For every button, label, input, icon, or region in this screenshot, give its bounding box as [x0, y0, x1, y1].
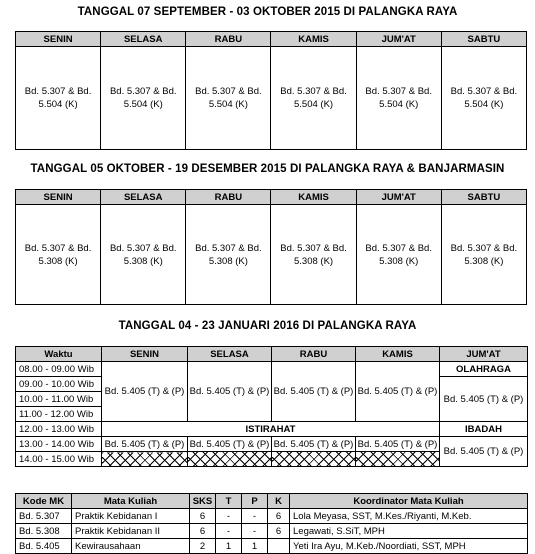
mata-kuliah-cell: Praktik Kebidanan II — [72, 524, 190, 539]
cell-line1: Bd. 5.307 & Bd. — [280, 242, 347, 254]
schedule-cell — [186, 205, 271, 305]
col-header: KAMIS — [356, 347, 440, 362]
olahraga-cell: OLAHRAGA — [440, 362, 528, 377]
col-header: SELASA — [188, 347, 272, 362]
koordinator-cell: Lola Meyasa, SST, M.Kes./Riyanti, M.Keb. — [290, 509, 528, 524]
col-header: Kode MK — [16, 494, 72, 509]
schedule-block: Bd. 5.405 (T) & (P) — [102, 437, 188, 452]
course-table — [15, 493, 528, 554]
cell-line1: Bd. 5.307 & Bd. — [195, 86, 262, 97]
cell-line1: Bd. 5.307 & Bd. — [365, 86, 432, 97]
day-header: KAMIS — [271, 32, 356, 47]
col-header: Koordinator Mata Kuliah — [290, 494, 528, 509]
kode-cell: Bd. 5.405 — [16, 539, 72, 554]
cell-line1: Bd. 5.307 & Bd. — [280, 86, 347, 97]
day-header: SENIN — [16, 32, 101, 47]
cell-line2: 5.308 (K) — [464, 255, 504, 267]
time-cell: 14.00 - 15.00 Wib — [16, 452, 102, 467]
day-header: SENIN — [16, 190, 101, 205]
col-header: P — [242, 494, 268, 509]
time-cell: 12.00 - 13.00 Wib — [16, 422, 102, 437]
kode-cell: Bd. 5.307 — [16, 509, 72, 524]
col-header: RABU — [272, 347, 356, 362]
k-cell: 6 — [268, 509, 290, 524]
section2-title: TANGGAL 05 OKTOBER - 19 DESEMBER 2015 DI PALANGKA RAYA & BANJARMASIN — [30, 163, 505, 175]
day-header: KAMIS — [271, 190, 356, 205]
p-cell: 1 — [242, 539, 268, 554]
cell-line2: 5.504 (K) — [294, 99, 334, 110]
time-cell: 08.00 - 09.00 Wib — [16, 362, 102, 377]
cell-line2: 5.308 (K) — [208, 255, 248, 267]
schedule-table-1 — [15, 31, 527, 150]
col-header: JUM'AT — [440, 347, 528, 362]
hatched-empty-cell — [272, 452, 356, 467]
sks-cell: 2 — [190, 539, 216, 554]
t-cell: - — [216, 524, 242, 539]
koordinator-cell: Legawati, S.SiT, MPH — [290, 524, 528, 539]
mata-kuliah-cell: Kewirausahaan — [72, 539, 190, 554]
hatched-empty-cell — [102, 452, 188, 467]
t-cell: 1 — [216, 539, 242, 554]
table-row — [16, 509, 528, 524]
day-header: JUM'AT — [356, 190, 441, 205]
hatched-empty-cell — [188, 452, 272, 467]
cell-line1: Bd. 5.307 & Bd. — [24, 86, 92, 97]
day-header: SABTU — [441, 190, 526, 205]
kode-cell: Bd. 5.308 — [16, 524, 72, 539]
t-cell: - — [216, 509, 242, 524]
col-header: SENIN — [102, 347, 188, 362]
cell-line2: 5.308 (K) — [123, 255, 163, 267]
col-header: K — [268, 494, 290, 509]
cell-line2: 5.504 (K) — [123, 99, 163, 110]
day-header: SELASA — [101, 32, 186, 47]
schedule-cell — [441, 47, 526, 150]
day-header: SABTU — [441, 32, 526, 47]
schedule-cell — [356, 205, 441, 305]
cell-line1: Bd. 5.307 & Bd. — [109, 86, 177, 97]
col-header: Mata Kuliah — [72, 494, 190, 509]
cell-line2: 5.504 (K) — [379, 99, 419, 110]
schedule-cell — [356, 47, 441, 150]
cell-line2: 5.504 (K) — [464, 99, 504, 110]
schedule-cell — [16, 47, 101, 150]
schedule-block: Bd. 5.405 (T) & (P) — [356, 362, 440, 422]
cell-line1: Bd. 5.307 & Bd. — [195, 242, 262, 254]
time-cell: 10.00 - 11.00 Wib — [16, 392, 102, 407]
p-cell: - — [242, 509, 268, 524]
schedule-block: Bd. 5.405 (T) & (P) — [188, 437, 272, 452]
schedule-cell — [101, 47, 186, 150]
ibadah-cell: IBADAH — [440, 422, 528, 437]
time-cell: 13.00 - 14.00 Wib — [16, 437, 102, 452]
col-header: Waktu — [16, 347, 102, 362]
schedule-cell — [271, 205, 356, 305]
schedule-cell — [101, 205, 186, 305]
col-header: SKS — [190, 494, 216, 509]
cell-line1: Bd. 5.307 & Bd. — [450, 242, 518, 254]
koordinator-cell: Yeti Ira Ayu, M.Keb./Noordiati, SST, MPH — [290, 539, 528, 554]
col-header: T — [216, 494, 242, 509]
day-header: SELASA — [101, 190, 186, 205]
cell-line2: 5.308 (K) — [379, 255, 419, 267]
cell-line1: Bd. 5.307 & Bd. — [365, 242, 432, 254]
schedule-cell — [271, 47, 356, 150]
cell-line2: 5.308 (K) — [38, 255, 78, 267]
sks-cell: 6 — [190, 524, 216, 539]
cell-line2: 5.504 (K) — [38, 99, 78, 110]
section1-title: TANGGAL 07 SEPTEMBER - 03 OKTOBER 2015 DI PALANGKA RAYA — [77, 6, 458, 18]
cell-line1: Bd. 5.307 & Bd. — [450, 86, 518, 97]
schedule-cell — [16, 205, 101, 305]
time-cell: 09.00 - 10.00 Wib — [16, 377, 102, 392]
day-header: JUM'AT — [356, 32, 441, 47]
table-row — [16, 524, 528, 539]
schedule-block: Bd. 5.405 (T) & (P) — [272, 362, 356, 422]
schedule-block: Bd. 5.405 (T) & (P) — [440, 437, 528, 467]
mata-kuliah-cell: Praktik Kebidanan I — [72, 509, 190, 524]
istirahat-cell: ISTIRAHAT — [102, 422, 440, 437]
schedule-table-2 — [15, 189, 527, 305]
cell-line2: 5.504 (K) — [208, 99, 248, 110]
schedule-block: Bd. 5.405 (T) & (P) — [188, 362, 272, 422]
schedule-block: Bd. 5.405 (T) & (P) — [440, 377, 528, 422]
hatched-empty-cell — [356, 452, 440, 467]
schedule-table-3 — [15, 346, 528, 467]
table-row — [16, 539, 528, 554]
schedule-block: Bd. 5.405 (T) & (P) — [102, 362, 188, 422]
k-cell — [268, 539, 290, 554]
sks-cell: 6 — [190, 509, 216, 524]
cell-line1: Bd. 5.307 & Bd. — [109, 242, 177, 254]
schedule-cell — [186, 47, 271, 150]
day-header: RABU — [186, 32, 271, 47]
time-cell: 11.00 - 12.00 Wib — [16, 407, 102, 422]
k-cell: 6 — [268, 524, 290, 539]
p-cell: - — [242, 524, 268, 539]
schedule-cell — [441, 205, 526, 305]
day-header: RABU — [186, 190, 271, 205]
cell-line1: Bd. 5.307 & Bd. — [24, 242, 92, 254]
schedule-block: Bd. 5.405 (T) & (P) — [272, 437, 356, 452]
section3-title: TANGGAL 04 - 23 JANUARI 2016 DI PALANGKA RAYA — [118, 320, 417, 332]
schedule-block: Bd. 5.405 (T) & (P) — [356, 437, 440, 452]
cell-line2: 5.308 (K) — [294, 255, 334, 267]
